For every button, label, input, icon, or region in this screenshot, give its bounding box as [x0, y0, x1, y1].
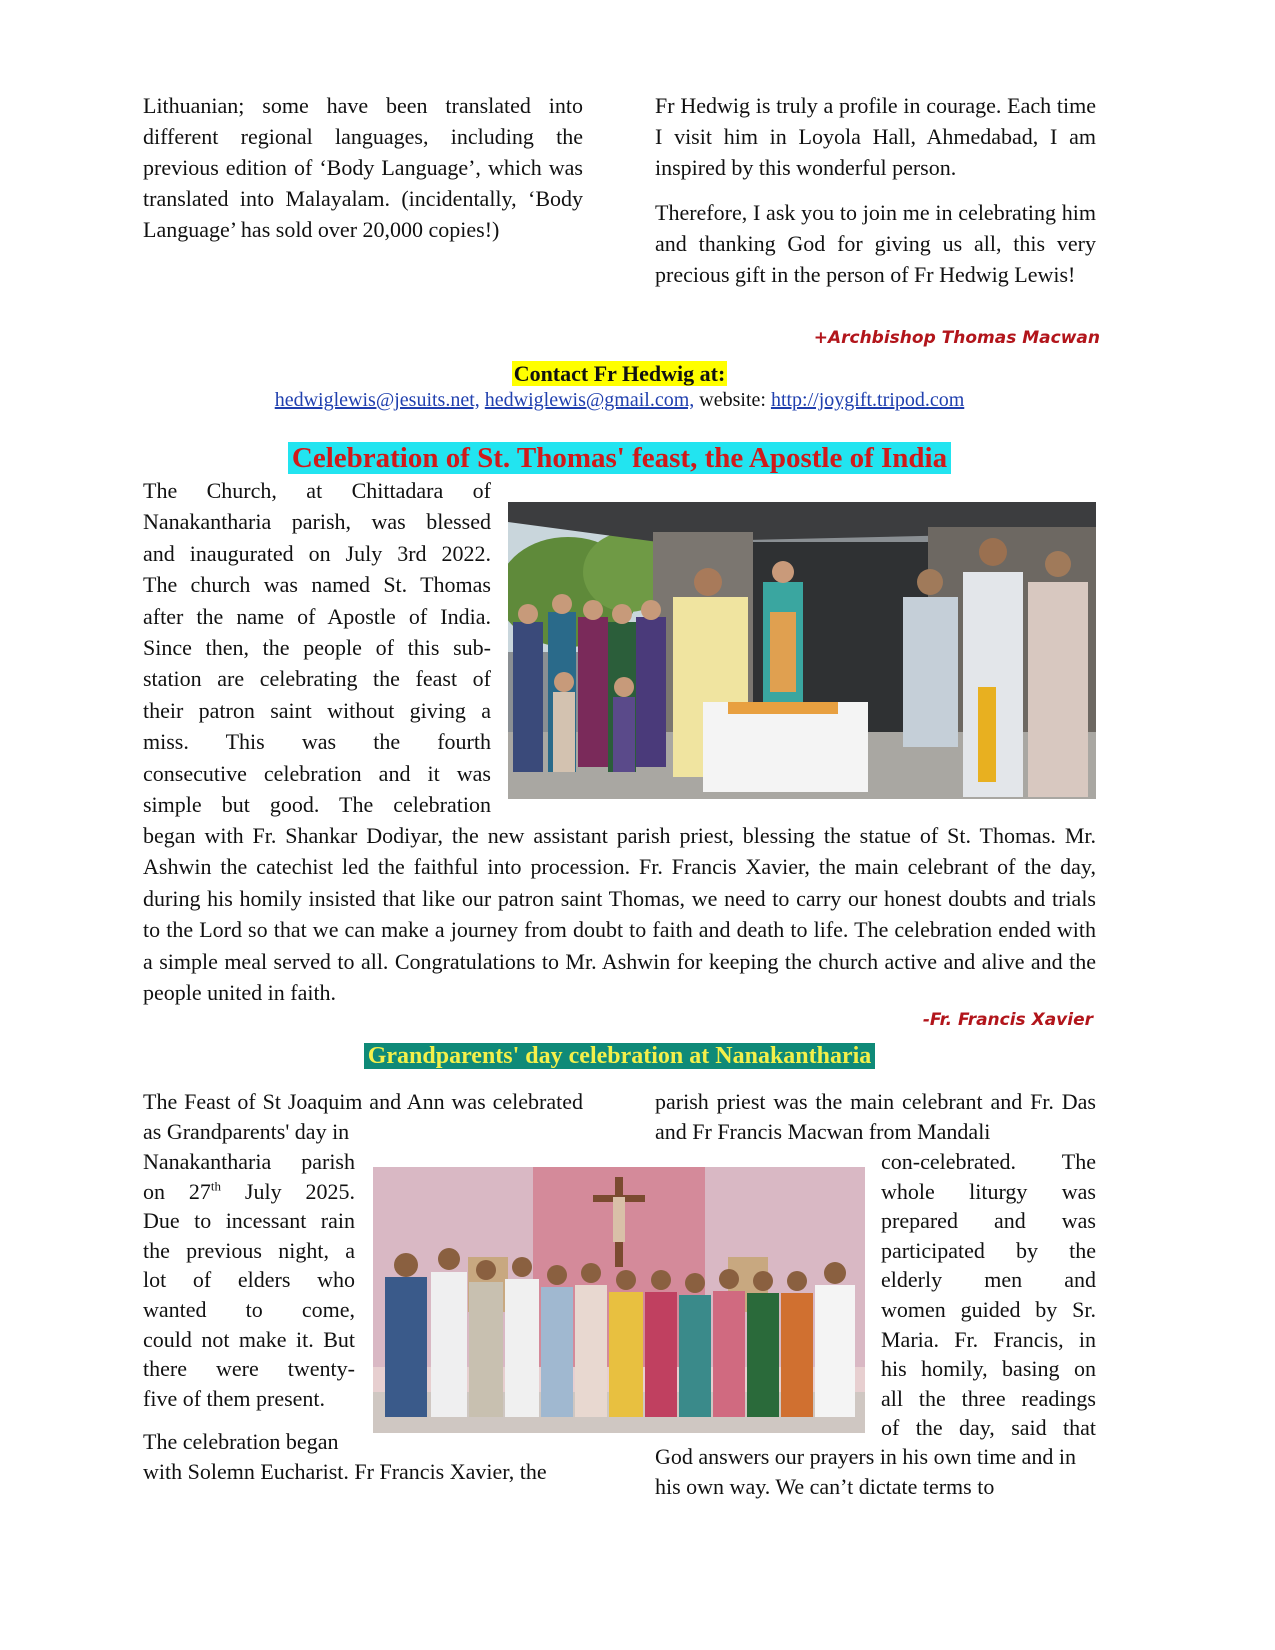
article1-line-10: consecutive celebration and it was [143, 760, 491, 786]
article2-right-line-2: whole liturgy was [881, 1178, 1096, 1204]
article2-left-top-text: The Feast of St Joaquim and Ann was celebrated as Grandparents' day in [143, 1089, 583, 1144]
article1-line-5: after the name of Apostle of India. [143, 603, 491, 629]
article1-line-3: and inaugurated on July 3rd 2022. [143, 540, 491, 566]
article2-left-line-11: five of them present. [143, 1385, 326, 1411]
contact-heading: Contact Fr Hedwig at: [513, 361, 726, 386]
article2-right-narrow [881, 1147, 1096, 1443]
top-right-column [655, 90, 1096, 290]
email-link-jesuits[interactable]: hedwiglewis@jesuits.net, [274, 389, 480, 411]
article2-right-line-4: participated by the [881, 1237, 1096, 1263]
article2-date-line [143, 1177, 355, 1207]
article2-date-suffix: th [210, 1178, 222, 1194]
article1-paragraph: began with Fr. Shankar Dodiyar, the new assistant parish priest, blessing the statue of St. Thomas. Mr. Ashwin the catechist led the faithful into procession. Fr. Francis Xavier, the main celebrant of the day, during his homily insisted that like our patron saint Thomas, we need to carry our honest doubts and trials to the Lord so that we can make a journey from doubt to faith and death to life. The celebration ended with a simple meal served to all. Congratulations to Mr. Ashwin for keeping the church active and alive and the people united in faith. [143, 823, 1096, 1006]
article2-left-p2-line1: The celebration began [143, 1429, 339, 1454]
article2-right-line-3: prepared and was [881, 1208, 1096, 1234]
article2-right-line-8: his homily, basing on [881, 1356, 1096, 1382]
article2-right-line-9: all the three readings [881, 1385, 1096, 1411]
article2-left-line-1: Nanakantharia parish [143, 1149, 355, 1174]
email-link-gmail[interactable]: hedwiglewis@gmail.com, [484, 389, 695, 411]
article2-left-line-7: lot of elders who [143, 1267, 355, 1293]
article1-line-11: simple but good. The celebration [143, 792, 491, 818]
article2-title: Grandparents' day celebration at Nanakantharia [364, 1043, 876, 1069]
article2-right-line-5: elderly men and [881, 1267, 1096, 1293]
contact-block [143, 361, 1096, 387]
article1-line-7: station are celebrating the feast of [143, 666, 491, 692]
article2-left-p2-line2: with Solemn Eucharist. Fr Francis Xavier, the [143, 1458, 547, 1484]
article2-right-bottom [655, 1442, 1096, 1501]
article2-left-line-10: there were twenty- [143, 1356, 355, 1382]
article1-line-8: their patron saint without giving a [143, 697, 491, 723]
article1-wrapped-text [143, 475, 491, 820]
article1-line-1: The Church, at Chittadara of [143, 478, 491, 503]
top-right-paragraph-1: Fr Hedwig is truly a profile in courage. Each time I visit him in Loyola Hall, Ahmedabad, I am inspired by this wonderful person. [655, 93, 1096, 180]
article2-left-line-6: the previous night, a [143, 1237, 355, 1263]
article1-signature: -Fr. Francis Xavier [922, 1010, 1093, 1030]
article1-line-2: Nanakantharia parish, was blessed [143, 509, 491, 535]
archbishop-signature: +Archbishop Thomas Macwan [813, 328, 1100, 348]
website-label: website: [699, 389, 766, 411]
article2-right-line-6: women guided by Sr. [881, 1296, 1096, 1322]
article2-left-line-5: Due to incessant rain [143, 1208, 355, 1234]
contact-line [143, 387, 1096, 413]
top-left-paragraph: Lithuanian; some have been translated into different regional languages, including the previous edition of ‘Body Language’, which was translated into Malayalam. (incidentally, ‘Body Language’ has sold over 20,000 copies!) [143, 93, 583, 242]
article2-left-bottom [143, 1427, 583, 1486]
top-left-column [143, 90, 583, 245]
article2-left-narrow [143, 1147, 355, 1413]
website-link[interactable]: http://joygift.tripod.com [770, 389, 965, 411]
article1-line-4: The church was named St. Thomas [143, 572, 491, 598]
article2-left-top [143, 1087, 583, 1146]
article1-body [143, 820, 1096, 1008]
article2-date-rest: July 2025. [221, 1178, 355, 1204]
article2-right-line-10: of the day, said that [881, 1415, 1096, 1441]
top-right-paragraph-2: Therefore, I ask you to join me in celebrating him and thanking God for giving us all, this very precious gift in the person of Fr Hedwig Lewis! [655, 200, 1096, 287]
article2-right-line-1: con-celebrated. The [881, 1149, 1096, 1174]
article2-title-wrap [143, 1041, 1096, 1071]
grandparents-day-photo [373, 1167, 865, 1433]
article2-right-top [655, 1087, 1096, 1146]
article2-left-line-8: wanted to come, [143, 1296, 355, 1322]
article2-left-line-9: could not make it. But [143, 1326, 355, 1352]
article1-title: Celebration of St. Thomas' feast, the Apostle of India [288, 442, 951, 474]
article2-right-bottom-text: God answers our prayers in his own time and in his own way. We can’t dictate terms to [655, 1444, 1076, 1499]
article1-title-wrap [143, 441, 1096, 475]
article2-date-prefix: on 27 [143, 1178, 211, 1204]
article1-line-6: Since then, the people of this sub- [143, 635, 491, 661]
article2-right-line-7: Maria. Fr. Francis, in [881, 1326, 1096, 1352]
article2-right-top-text: parish priest was the main celebrant and Fr. Das and Fr Francis Macwan from Mandali [655, 1089, 1096, 1144]
article1-line-9: miss. This was the fourth [143, 729, 491, 755]
st-thomas-feast-photo [508, 502, 1096, 799]
